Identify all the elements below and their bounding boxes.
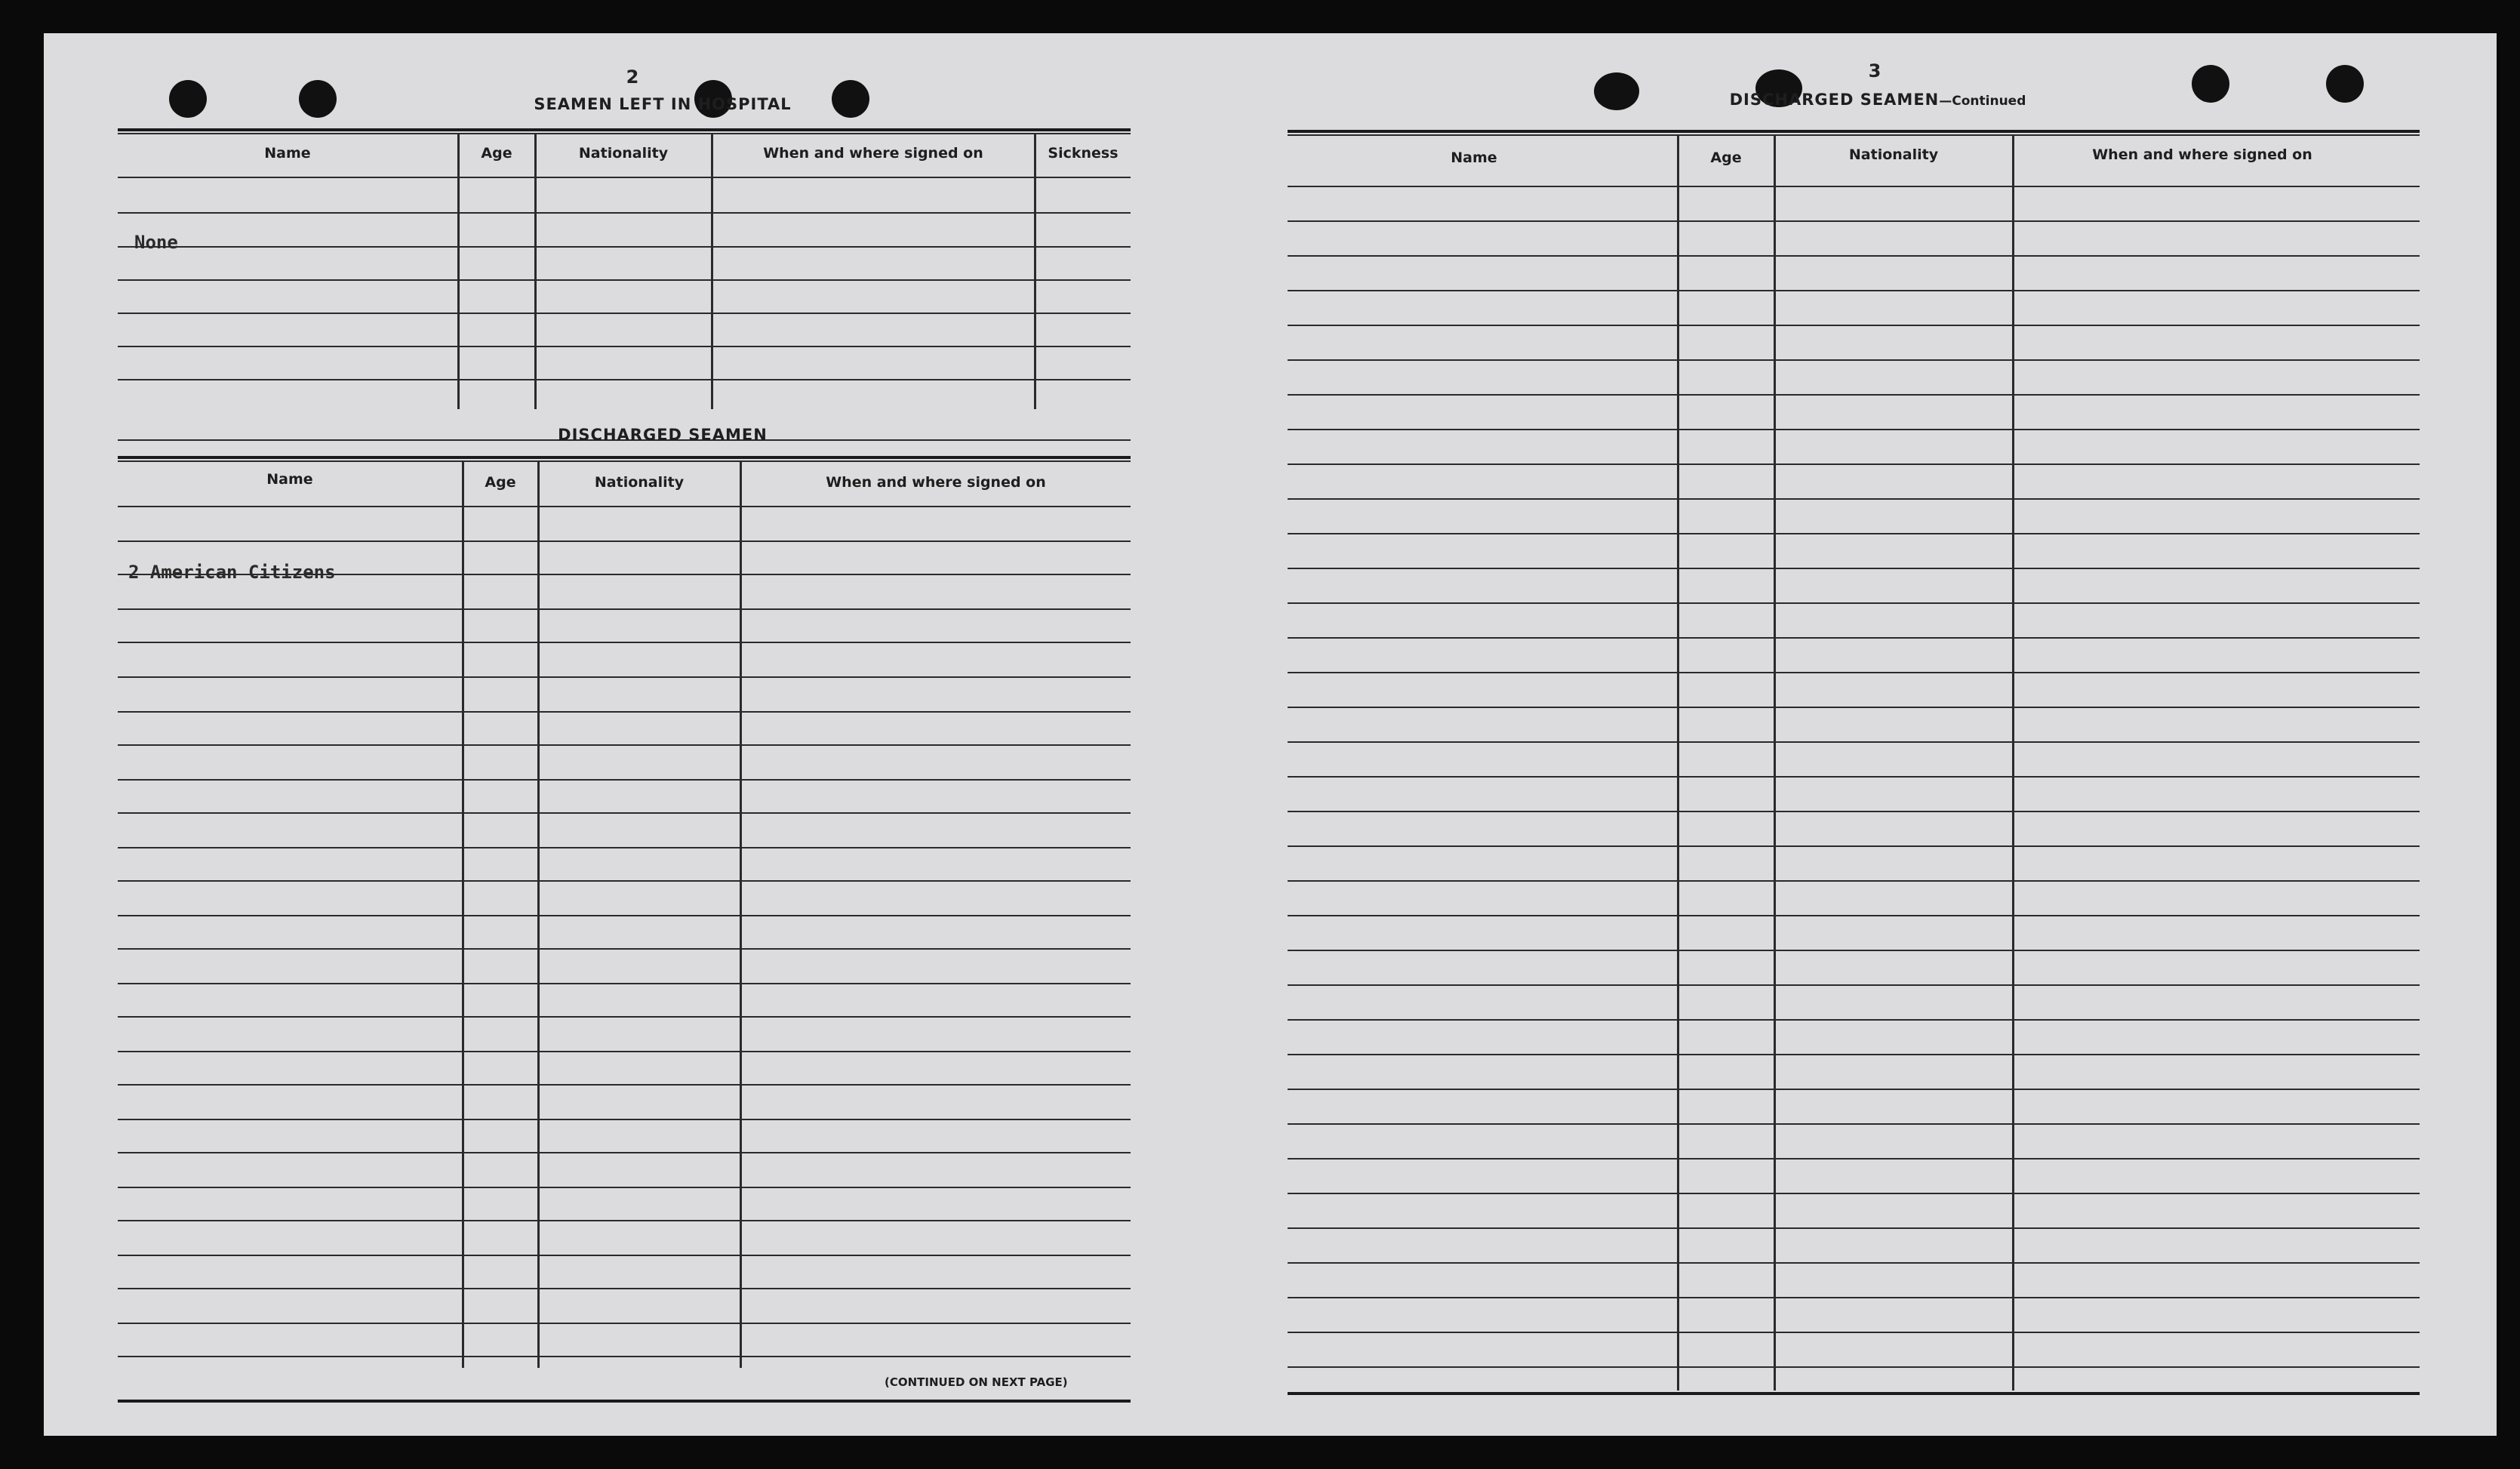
column-header-age: Age: [481, 145, 512, 162]
discharged-entry: 2 American Citizens: [128, 562, 336, 583]
page-number-right: 3: [1868, 60, 1882, 82]
column-header-signed-on: When and where signed on: [826, 474, 1046, 491]
hospital-table: [118, 128, 1131, 445]
column-header-age: Age: [1710, 149, 1742, 166]
punch-hole: [2326, 65, 2364, 103]
column-header-signed-on: When and where signed on: [2092, 146, 2312, 163]
column-header-name: Name: [264, 145, 311, 162]
column-header-nationality: Nationality: [578, 145, 669, 162]
hospital-section-title: SEAMEN LEFT IN HOSPITAL: [534, 95, 792, 113]
column-header-sickness: Sickness: [1048, 145, 1118, 162]
hospital-entry: None: [134, 232, 178, 253]
punch-hole: [2192, 65, 2229, 103]
column-header-age: Age: [485, 474, 516, 491]
column-header-name: Name: [1451, 149, 1497, 166]
title-main: DISCHARGED SEAMEN: [1729, 91, 1940, 109]
discharged-table-left: [118, 456, 1131, 1407]
discharged-continued-title: [1606, 91, 2149, 109]
discharged-table-right: [1288, 130, 2420, 1406]
column-header-nationality: Nationality: [1848, 146, 1939, 163]
discharged-section-title: DISCHARGED SEAMEN: [558, 426, 768, 444]
punch-hole: [299, 80, 337, 118]
title-suffix: —Continued: [1939, 94, 2026, 109]
column-header-signed-on: When and where signed on: [763, 145, 983, 162]
punch-hole: [169, 80, 207, 118]
column-header-name: Name: [266, 471, 313, 488]
page-number-left: 2: [626, 66, 639, 88]
document-sheet: [44, 33, 2497, 1436]
column-header-nationality: Nationality: [594, 474, 685, 491]
continued-note: (CONTINUED ON NEXT PAGE): [885, 1375, 1068, 1389]
